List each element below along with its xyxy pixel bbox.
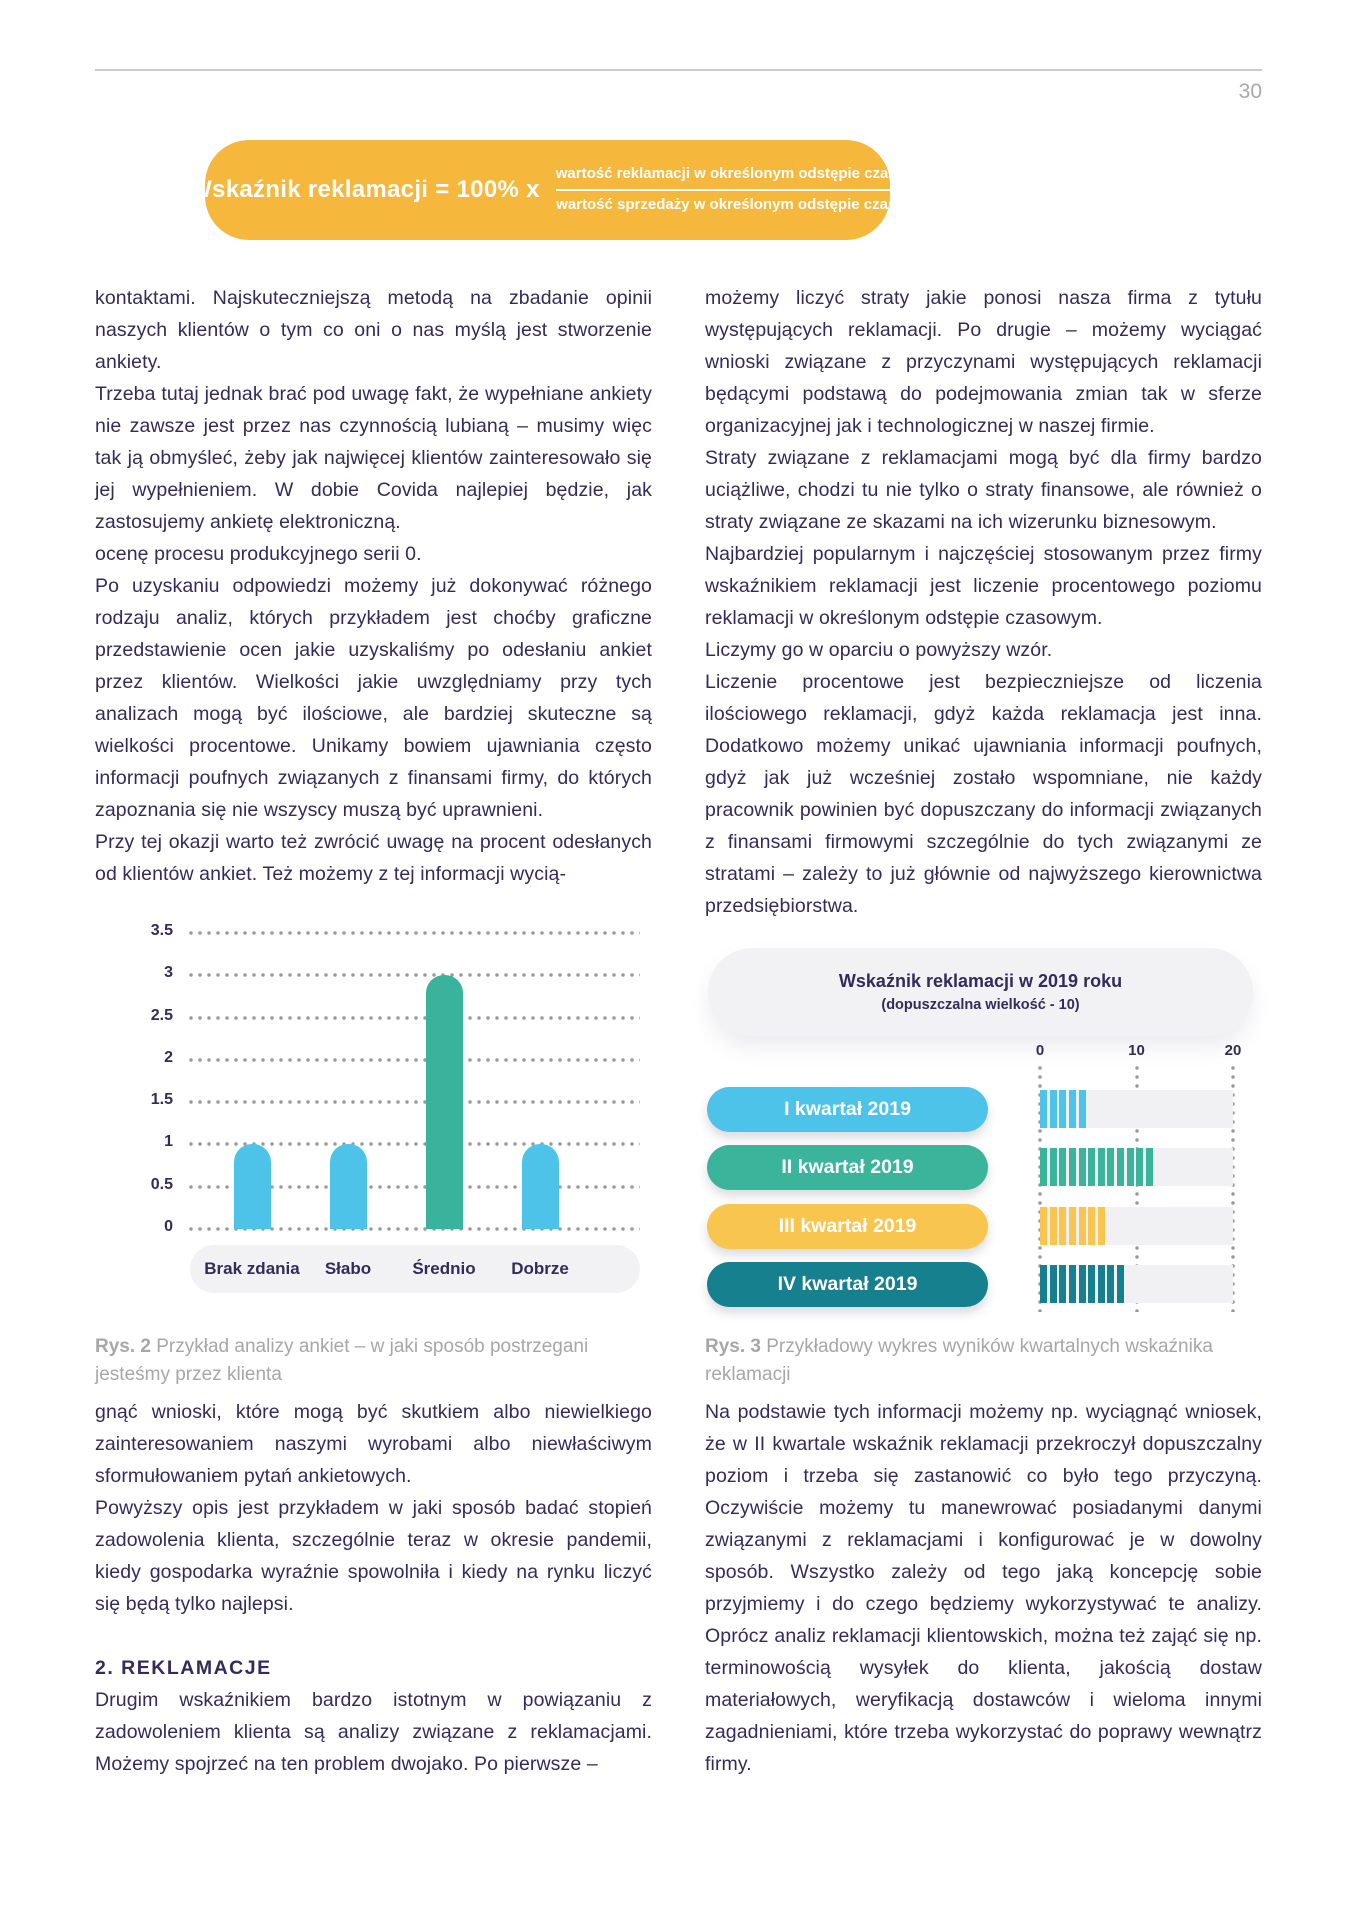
- bar-stripe: [1040, 1148, 1047, 1186]
- bar-stripe: [1079, 1148, 1086, 1186]
- bar-stripe: [1127, 1148, 1134, 1186]
- paragraph: Najbardziej popularnym i najczęściej stosowanym przez firmy wskaźnikiem reklamacji jest liczenie procentowego poziomu reklamacji w określonym odstępie czasowym.: [705, 543, 1262, 629]
- bar-stripe: [1069, 1265, 1076, 1303]
- paragraph: ocenę procesu produkcyjnego serii 0.: [95, 543, 422, 565]
- bar-stripe: [1107, 1148, 1114, 1186]
- category-label-s-abo: Słabo: [324, 1259, 372, 1278]
- bar-stripe: [1117, 1265, 1124, 1303]
- bar-stripe: [1040, 1207, 1047, 1245]
- y-axis-tick-label: 3.5: [150, 922, 173, 939]
- gridline-dotted: [189, 973, 640, 977]
- formula-denominator: wartość sprzedaży w określonym odstępie czasu: [556, 196, 906, 213]
- bar-stripe: [1098, 1207, 1105, 1245]
- bar-stripe: [1117, 1148, 1124, 1186]
- bar-stripe: [1069, 1090, 1076, 1128]
- figure3-chart: [705, 948, 1262, 1328]
- paragraph: Powyższy opis jest przykładem w jaki sposób badać stopień zadowolenia klienta, szczególnie teraz w okresie pandemii, kiedy gospodarka wyraźnie spowolniła i kiedy na rynku liczyć się będą tylko najlepsi.: [95, 1497, 652, 1615]
- figure3-subtitle: (dopuszczalna wielkość - 10): [881, 997, 1080, 1013]
- bar-stripe: [1088, 1207, 1095, 1245]
- paragraph: Na podstawie tych informacji możemy np. wyciągnąć wniosek, że w II kwartale wskaźnik reklamacji przekroczył dopuszczalny poziom i trzeba się zastanowić co było tego przyczyną. Oczywiście możemy tu manewrować posiadanymi danymi związanymi z reklamacjami i konfigurować je w dowolny sposób. Wszystko zależy od tego jaką koncepcję sobie przyjmiemy i do czego będziemy wykorzystywać te analizy. Oprócz analiz reklamacji klientowskich, można też zająć się np. terminowością wysyłek do klienta, jakością dostaw materiałowych, weryfikacją dostawców i wieloma innymi zagadnieniami, które trzeba wykorzystać do poprawy wewnątrz firmy.: [705, 1401, 1262, 1775]
- right-column-top-text: [705, 282, 1262, 922]
- y-axis-tick-label: 1: [164, 1133, 173, 1151]
- figure2-caption-text: Przykład analizy ankiet – w jaki sposób postrzegani jesteśmy przez klienta: [95, 1336, 589, 1385]
- header-divider: [95, 69, 1262, 71]
- category-label-dobrze: Dobrze: [511, 1259, 569, 1278]
- paragraph: Liczymy go w oparciu o powyższy wzór.: [705, 639, 1053, 661]
- y-axis-tick-label: 2: [164, 1048, 173, 1066]
- figure2-chart: [95, 915, 652, 1315]
- y-axis-tick-label: 0: [164, 1218, 173, 1235]
- gridline-dotted: [189, 931, 640, 935]
- bar-stripe: [1098, 1148, 1105, 1186]
- bar-stripe: [1059, 1207, 1066, 1245]
- bar-stripe: [1079, 1090, 1086, 1128]
- paragraph: Trzeba tutaj jednak brać pod uwagę fakt, że wypełniane ankiety nie zawsze jest przez nas czynnością lubianą – musimy więc tak ją obmyśleć, żeby jak najwięcej klientów zainteresowało się jej wypełnieniem. W dobie Covida najlepiej będzie, jak zastosujemy ankietę elektroniczną.: [95, 383, 652, 533]
- bar-stripe: [1050, 1265, 1057, 1303]
- page-number: 30: [1238, 80, 1262, 103]
- bar--rednio: [426, 975, 463, 1229]
- figure3-caption-text: Przykładowy wykres wyników kwartalnych wskaźnika reklamacji: [705, 1336, 1213, 1385]
- bar-stripe: [1059, 1090, 1066, 1128]
- section-heading-reklamacje: 2. REKLAMACJE: [95, 1657, 272, 1679]
- figure2-caption-label: Rys. 2: [95, 1336, 151, 1357]
- formula-lhs: Wskaźnik reklamacji = 100% x: [189, 176, 540, 203]
- figure3-caption-label: Rys. 3: [705, 1336, 761, 1357]
- paragraph: Przy tej okazji warto też zwrócić uwagę na procent odesłanych od klientów ankiet. Też możemy z tej informacji wycią-: [95, 831, 652, 885]
- bar-stripe: [1069, 1207, 1076, 1245]
- x-axis-tick-label: 20: [1224, 1042, 1242, 1059]
- y-axis-tick-label: 2.5: [150, 1006, 173, 1024]
- bar-stripe: [1059, 1265, 1066, 1303]
- bar-track-i-kwarta-2019: [1040, 1090, 1233, 1128]
- bar-stripe: [1136, 1148, 1143, 1186]
- y-axis-tick-label: 3: [164, 964, 173, 982]
- paragraph: Po uzyskaniu odpowiedzi możemy już dokonywać różnego rodzaju analiz, których przykładem jest choćby graficzne przedstawienie ocen jakie uzyskaliśmy po odesłaniu ankiet przez klientów. Wielkości jakie uwzględniamy przy tych analizach mogą być ilościowe, ale bardziej skuteczne są wielkości procentowe. Unikamy bowiem ujawniania często informacji poufnych związanych z finansami firmy, do których zapoznania się nie wszyscy muszą być uprawnieni.: [95, 575, 652, 821]
- left-column-bottom-text: [95, 1396, 652, 1780]
- figure3-caption: [705, 1333, 1262, 1389]
- y-axis-tick-label: 1.5: [150, 1091, 173, 1109]
- bar-stripe: [1059, 1148, 1066, 1186]
- bar-s-abo: [330, 1144, 367, 1229]
- figure3-title: Wskaźnik reklamacji w 2019 roku: [838, 971, 1123, 991]
- paragraph: Drugim wskaźnikiem bardzo istotnym w powiązaniu z zadowoleniem klienta są analizy związane z reklamacjami. Możemy spojrzeć na ten problem dwojako. Po pierwsze –: [95, 1689, 652, 1775]
- paragraph: Straty związane z reklamacjami mogą być dla firmy bardzo uciążliwe, chodzi tu nie tylko o straty finansowe, ale również o straty związane ze skazami na ich wizerunku biznesowym.: [705, 447, 1262, 533]
- category-label--rednio: Średnio: [412, 1259, 476, 1278]
- bar-stripe: [1098, 1265, 1105, 1303]
- gridline-dotted: [189, 1100, 640, 1104]
- formula-fraction: [556, 165, 906, 215]
- right-column-bottom-text: [705, 1396, 1262, 1780]
- bar-stripe: [1079, 1207, 1086, 1245]
- left-column-top-text: [95, 282, 652, 890]
- paragraph: gnąć wnioski, które mogą być skutkiem albo niewielkiego zainteresowaniem naszymi wyrobami albo niewłaściwym sformułowaniem pytań ankietowych.: [95, 1401, 652, 1487]
- quarter-pill-iv-kwarta-2019: IV kwartał 2019: [707, 1262, 988, 1307]
- quarter-pill-ii-kwarta-2019: II kwartał 2019: [707, 1145, 988, 1190]
- bar-stripe: [1088, 1265, 1095, 1303]
- bar-brak-zdania: [234, 1144, 271, 1229]
- x-axis-tick-label: 0: [1035, 1042, 1045, 1059]
- paragraph: możemy liczyć straty jakie ponosi nasza firma z tytułu występujących reklamacji. Po drugie – możemy wyciągać wnioski związane z przyczynami występujących reklamacji będącymi podstawą do podejmowania zmian tak w sferze organizacyjnej jak i technologicznej w naszej firmie.: [705, 287, 1262, 437]
- quarter-pill-i-kwarta-2019: I kwartał 2019: [707, 1087, 988, 1132]
- bar-stripe: [1050, 1148, 1057, 1186]
- bar-stripe: [1069, 1148, 1076, 1186]
- bar-track-ii-kwarta-2019: [1040, 1148, 1233, 1186]
- x-axis-tick-label: 10: [1128, 1042, 1145, 1059]
- bar-stripe: [1079, 1265, 1086, 1303]
- figure2-caption: [95, 1333, 652, 1389]
- figure3-header-pill: [708, 948, 1253, 1036]
- bar-stripe: [1146, 1148, 1153, 1186]
- bar-stripe: [1040, 1265, 1047, 1303]
- bar-stripe: [1107, 1265, 1114, 1303]
- bar-dobrze: [522, 1144, 559, 1229]
- y-axis-tick-label: 0.5: [150, 1175, 173, 1193]
- bar-stripe: [1050, 1207, 1057, 1245]
- bar-track-iv-kwarta-2019: [1040, 1265, 1233, 1303]
- paragraph: kontaktami. Najskuteczniejszą metodą na zbadanie opinii naszych klientów o tym co oni o nas myślą jest stworzenie ankiety.: [95, 287, 652, 373]
- quarter-pill-iii-kwarta-2019: III kwartał 2019: [707, 1204, 988, 1249]
- gridline-dotted: [189, 1058, 640, 1062]
- bar-track-iii-kwarta-2019: [1040, 1207, 1233, 1245]
- gridline-dotted: [189, 1016, 640, 1020]
- paragraph: Liczenie procentowe jest bezpieczniejsze od liczenia ilościowego reklamacji, gdyż każda reklamacja jest inna. Dodatkowo możemy unikać ujawniania informacji poufnych, gdyż jak już wcześniej zostało wspomniane, nie każdy pracownik powinien być dopuszczany do informacji związanych z finansami firmowymi szczególnie do tych związanymi ze stratami – zależy to już głównie od najwyższego kierownictwa przedsiębiorstwa.: [705, 671, 1262, 917]
- bar-stripe: [1050, 1090, 1057, 1128]
- formula-numerator: wartość reklamacji w określonym odstępie czasu: [556, 165, 906, 191]
- bar-stripe: [1088, 1148, 1095, 1186]
- formula-banner: [189, 140, 906, 240]
- bar-stripe: [1040, 1090, 1047, 1128]
- category-label-brak-zdania: Brak zdania: [204, 1259, 300, 1278]
